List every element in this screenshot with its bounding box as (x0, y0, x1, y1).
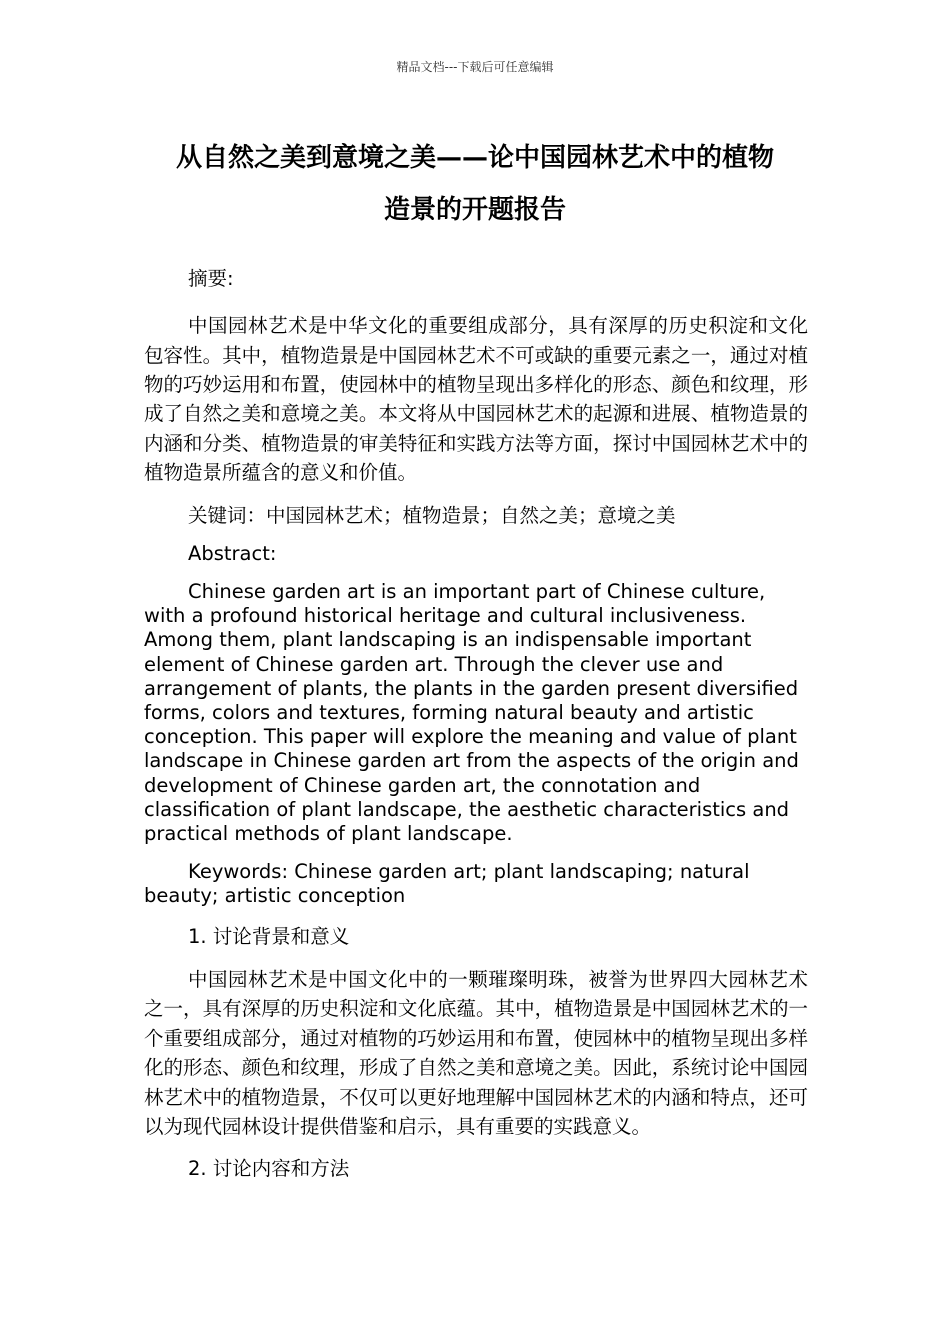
page-header: 精品文档---下载后可任意编辑 (396, 60, 554, 74)
abstract-cn-body: 中国园林艺术是中华文化的重要组成部分，具有深厚的历史积淀和文化包容性。其中，植物造景是中国园林艺术不可或缺的重要元素之一，通过对植物的巧妙运用和布置，使园林中的植物呈现出多样化的形态、颜色和纹理，形成了自然之美和意境之美。本文将从中国园林艺术的起源和进展、植物造景的内涵和分类、植物造景的审美特征和实践方法等方面，探讨中国园林艺术中的植物造景所蕴含的意义和价值。 (144, 314, 808, 485)
title-line-1: 从自然之美到意境之美——论中国园林艺术中的植物 (175, 143, 774, 173)
document-body (144, 267, 808, 1182)
abstract-en-label: Abstract: (188, 541, 277, 565)
keywords-en: Keywords: Chinese garden art; plant landscaping; natural beauty; artistic conception (144, 860, 750, 908)
abstract-en-body: Chinese garden art is an important part of Chinese culture, with a profound historical heritage and cultural inclusiveness. Among them, plant landscaping is an indispensable important element of Chinese garden art. Through the clever use and arrangement of plants, the plants in the garden present diversified forms, colors and textures, forming natural beauty and artistic conception. This paper will explore the meaning and value of plant landscape in Chinese garden art from the aspects of the origin and development of Chinese garden art, the connotation and classification of plant landscape, the aesthetic characteristics and practical methods of plant landscape. (144, 580, 799, 846)
document-title (130, 132, 820, 236)
title-line-2: 造景的开题报告 (383, 195, 566, 225)
section-1-heading: 1. 讨论背景和意义 (188, 924, 350, 948)
keywords-cn: 关键词：中国园林艺术；植物造景；自然之美；意境之美 (188, 503, 676, 527)
abstract-cn-label: 摘要: (188, 267, 234, 290)
section-1-body: 中国园林艺术是中国文化中的一颗璀璨明珠，被誉为世界四大园林艺术之一，具有深厚的历史积淀和文化底蕴。其中，植物造景是中国园林艺术的一个重要组成部分，通过对植物的巧妙运用和布置，使园林中的植物呈现出多样化的形态、颜色和纹理，形成了自然之美和意境之美。因此，系统讨论中国园林艺术中的植物造景，不仅可以更好地理解中国园林艺术的内涵和特点，还可以为现代园林设计提供借鉴和启示，具有重要的实践意义。 (144, 967, 808, 1138)
section-2-heading: 2. 讨论内容和方法 (188, 1157, 350, 1181)
